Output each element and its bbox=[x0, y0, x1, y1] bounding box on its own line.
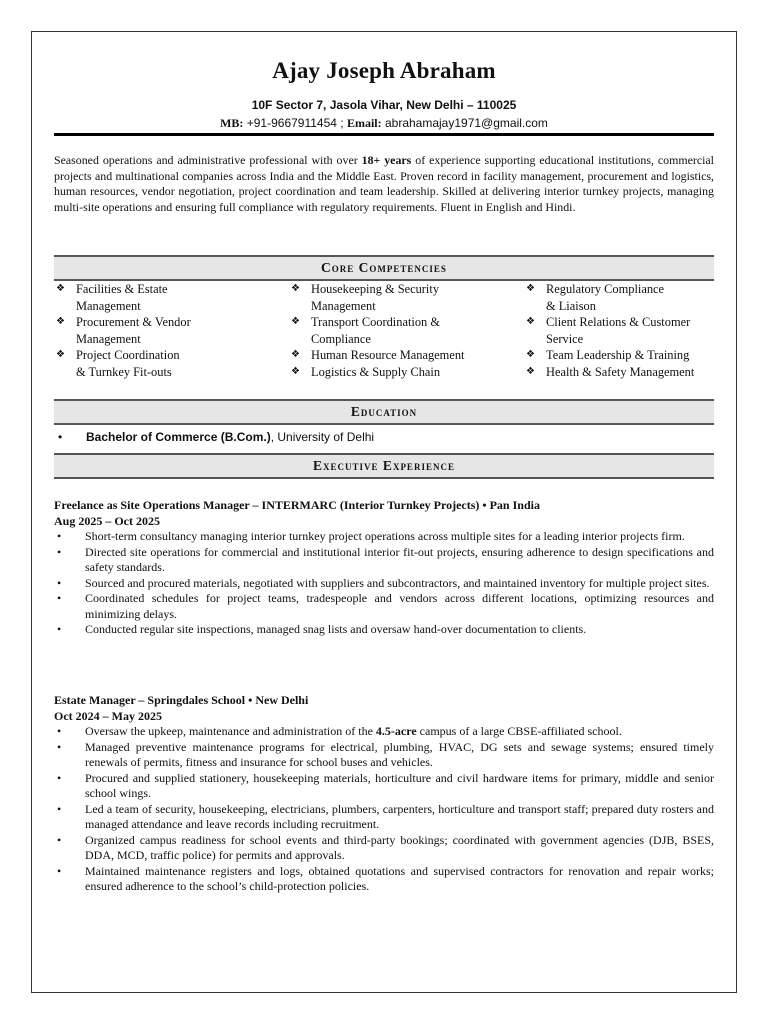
education-entry bbox=[54, 430, 374, 444]
competency-item bbox=[289, 347, 509, 364]
bullet-text: Short-term consultancy managing interior turnkey project operations across multiple sites for a leading interior projects firm. bbox=[85, 529, 685, 543]
diamond-bullet-icon: ❖ bbox=[291, 349, 300, 360]
diamond-bullet-icon: ❖ bbox=[526, 365, 535, 377]
summary-text-1: Seasoned operations and administrative professional with over bbox=[54, 153, 362, 167]
institution: , University of Delhi bbox=[270, 430, 375, 444]
diamond-bullet-icon: ❖ bbox=[56, 349, 65, 360]
competency-line: Regulatory Compliance bbox=[546, 282, 665, 296]
competency-line: Logistics & Supply Chain bbox=[311, 364, 441, 379]
competency-line: Team Leadership & Training bbox=[546, 348, 690, 362]
summary-years: 18+ years bbox=[361, 153, 412, 167]
phone: +91-9667911454 bbox=[246, 116, 337, 130]
bullet-text: Organized campus readiness for school events and third-party bookings; coordinated with government agencies (DJB, BSES, DDA, MCD, traffic police) for permits and approvals. bbox=[85, 832, 714, 862]
resume-page bbox=[31, 31, 737, 993]
job-bullet bbox=[54, 591, 714, 622]
bullet-icon: • bbox=[58, 430, 63, 444]
competency-line: Compliance bbox=[311, 331, 371, 346]
header-rule bbox=[54, 133, 714, 136]
job-bullet bbox=[54, 802, 714, 833]
bullet-text: Sourced and procured materials, negotiated with suppliers and subcontractors, and maintained inventory for multiple project sites. bbox=[85, 575, 710, 590]
competency-item bbox=[524, 347, 744, 364]
competency-item bbox=[289, 364, 509, 381]
competency-item bbox=[54, 281, 274, 314]
bullet-icon: • bbox=[57, 529, 62, 543]
job-bullet bbox=[54, 724, 714, 740]
bullet-icon: • bbox=[57, 575, 62, 590]
job-title: Estate Manager – Springdales School • New Delhi bbox=[54, 693, 309, 707]
job-bullet bbox=[54, 864, 714, 895]
contact-line bbox=[32, 116, 736, 131]
competency-line: Management bbox=[76, 298, 141, 313]
diamond-bullet-icon: ❖ bbox=[291, 283, 300, 294]
competency-item bbox=[54, 347, 274, 380]
bullet-icon: • bbox=[57, 724, 62, 738]
job-bullets bbox=[54, 529, 714, 638]
competency-item bbox=[54, 314, 274, 347]
job-dates: Aug 2025 – Oct 2025 bbox=[54, 514, 160, 528]
bullet-text: Conducted regular site inspections, managed snag lists and oversaw hand-over documentation to clients. bbox=[85, 622, 587, 636]
diamond-bullet-icon: ❖ bbox=[291, 316, 300, 327]
bullet-icon: • bbox=[57, 832, 62, 847]
degree: Bachelor of Commerce (B.Com.) bbox=[86, 430, 271, 444]
diamond-bullet-icon: ❖ bbox=[56, 316, 65, 327]
bullet-icon: • bbox=[57, 622, 62, 636]
diamond-bullet-icon: ❖ bbox=[526, 349, 535, 360]
job-dates: Oct 2024 – May 2025 bbox=[54, 709, 162, 723]
bullet-icon: • bbox=[57, 863, 62, 878]
email[interactable]: abrahamajay1971@gmail.com bbox=[384, 116, 548, 130]
contact-separator: ; bbox=[336, 116, 347, 130]
bullet-icon: • bbox=[57, 591, 62, 605]
core-competencies-heading: Core Competencies bbox=[54, 255, 714, 281]
competency-column-2 bbox=[289, 281, 509, 380]
bullet-icon: • bbox=[57, 544, 62, 559]
job-bullet bbox=[54, 545, 714, 576]
job-bullets bbox=[54, 724, 714, 895]
bullet-icon: • bbox=[57, 770, 62, 785]
education-heading: Education bbox=[54, 399, 714, 425]
job-entry-intermarc bbox=[54, 497, 714, 638]
competency-item bbox=[524, 281, 744, 314]
competency-line: Management bbox=[76, 331, 141, 346]
campus-size: 4.5-acre bbox=[375, 724, 417, 738]
executive-experience-heading: Executive Experience bbox=[54, 453, 714, 479]
summary-text-2: of experience supporting educational institutions, commercial projects and multinational companies across India and the Middle East. Proven record in facility management, procurement and logistics, human resources, vendor negotiation, project coordination and team leadership. Skilled at delivering interior turnkey projects, managing multi-site operations and ensuring full compliance with regulatory requirements. Fluent in English and Hindi. bbox=[54, 153, 714, 214]
job-bullet bbox=[54, 529, 714, 545]
bullet-text: Led a team of security, housekeeping, electricians, plumbers, carpenters, horticulture and transport staff; prepared duty rosters and managed attendance and leave records including recruitment. bbox=[85, 801, 714, 831]
diamond-bullet-icon: ❖ bbox=[526, 316, 535, 327]
diamond-bullet-icon: ❖ bbox=[526, 283, 535, 294]
bullet-text: Directed site operations for commercial and institutional interior fit-out projects, ensuring adherence to design specifications and safety standards. bbox=[85, 544, 714, 574]
diamond-bullet-icon: ❖ bbox=[291, 365, 300, 377]
competency-item bbox=[524, 364, 744, 381]
diamond-bullet-icon: ❖ bbox=[56, 283, 65, 294]
competency-line: & Liaison bbox=[546, 298, 596, 313]
job-title: Freelance as Site Operations Manager – INTERMARC (Interior Turnkey Projects) • Pan India bbox=[54, 498, 540, 512]
competency-line: & Turnkey Fit-outs bbox=[76, 364, 172, 379]
competency-line: Facilities & Estate bbox=[76, 282, 168, 296]
competency-line: Transport Coordination & bbox=[311, 315, 440, 329]
professional-summary bbox=[54, 153, 714, 215]
competency-line: Service bbox=[546, 331, 584, 346]
candidate-name: Ajay Joseph Abraham bbox=[272, 58, 496, 83]
bullet-text: Coordinated schedules for project teams, tradespeople and vendors across different locations, optimizing resources and minimizing delays. bbox=[85, 591, 714, 621]
job-entry-springdales bbox=[54, 692, 714, 895]
job-bullet bbox=[54, 622, 714, 638]
competency-column-3 bbox=[524, 281, 744, 380]
email-label: Email: bbox=[346, 116, 382, 130]
competency-line: Procurement & Vendor bbox=[76, 315, 191, 329]
competency-item bbox=[524, 314, 744, 347]
job-bullet bbox=[54, 740, 714, 771]
competency-line: Client Relations & Customer bbox=[546, 315, 691, 329]
mb-label: MB: bbox=[220, 116, 244, 130]
job-bullet bbox=[54, 833, 714, 864]
bullet-text: Maintained maintenance registers and logs, obtained quotations and supervised contractors for renovation and repair works; ensured adherence to the school’s child-protection policies. bbox=[85, 863, 714, 893]
competency-line: Housekeeping & Security bbox=[311, 282, 440, 296]
competency-line: Human Resource Management bbox=[311, 348, 465, 362]
bullet-text: Oversaw the upkeep, maintenance and administration of the bbox=[85, 724, 376, 738]
bullet-text: Managed preventive maintenance programs for electrical, plumbing, HVAC, DG sets and sewage systems; ensured timely renewals of permits, fitness and insurance for school buses and vehicles. bbox=[85, 739, 714, 769]
competency-line: Management bbox=[311, 298, 376, 313]
job-bullet bbox=[54, 576, 714, 592]
competency-item bbox=[289, 314, 509, 347]
bullet-icon: • bbox=[57, 801, 62, 816]
bullet-icon: • bbox=[57, 739, 62, 754]
competency-line: Project Coordination bbox=[76, 348, 180, 362]
bullet-text: campus of a large CBSE-affiliated school. bbox=[416, 724, 622, 738]
competency-line: Health & Safety Management bbox=[546, 364, 695, 379]
bullet-text: Procured and supplied stationery, housekeeping materials, horticulture and civil hardware items for primary, middle and senior school wings. bbox=[85, 770, 714, 800]
address: 10F Sector 7, Jasola Vihar, New Delhi – 110025 bbox=[251, 98, 517, 112]
job-bullet bbox=[54, 771, 714, 802]
competency-column-1 bbox=[54, 281, 274, 380]
competency-item bbox=[289, 281, 509, 314]
